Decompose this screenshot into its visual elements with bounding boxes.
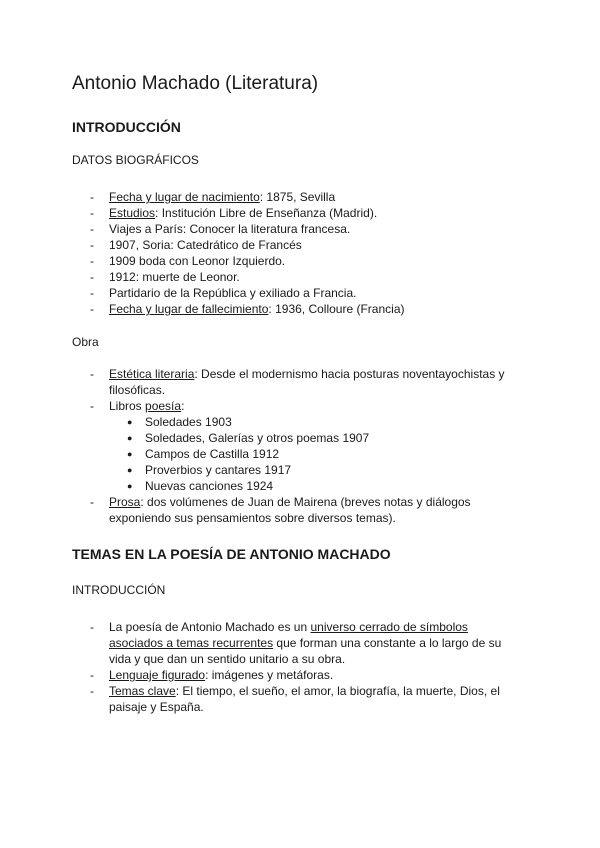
list-item [0,619,509,667]
item-text: 1907, Soria: Catedrático de Francés [109,238,302,252]
link-text: Estética literaria [109,367,195,381]
list-item [0,398,509,494]
item-text: : 1875, Sevilla [259,190,336,204]
item-text: La poesía de Antonio Machado es un [109,620,311,634]
list-item [0,683,509,715]
obra-label: Obra [72,335,99,349]
link-text: Prosa [109,495,141,509]
item-text: : El tiempo, el sueño, el amor, la biografía, la muerte, Dios, el paisaje y España. [109,684,500,714]
item-text: Viajes a París: Conocer la literatura francesa. [109,222,351,236]
item-text: Libros [109,399,146,413]
item-text: 1909 boda con Leonor Izquierdo. [109,254,286,268]
book-item: ● Proverbios y cantares 1917 [109,462,509,478]
link-text: Lenguaje figurado [109,668,206,682]
obra-list [0,366,509,526]
item-text: : [181,399,185,413]
link-text: Fecha y lugar de nacimiento [109,190,260,204]
item-text: : Institución Libre de Enseñanza (Madrid). [155,206,378,220]
link-text: Temas clave [109,684,176,698]
section-heading-introduccion: INTRODUCCIÓN [72,119,181,135]
link-text: Fecha y lugar de fallecimiento [109,302,269,316]
list-item [0,285,509,301]
book-item: ● Campos de Castilla 1912 [109,446,509,462]
bio-list [0,189,509,317]
temas-list [0,619,509,715]
book-item: ● Soledades 1903 [109,414,509,430]
item-text: : 1936, Colloure (Francia) [268,302,405,316]
list-item [0,205,509,221]
list-item [0,366,509,398]
subheading-datos-biograficos: DATOS BIOGRÁFICOS [72,153,199,167]
item-text: Partidario de la República y exiliado a Francia. [109,286,357,300]
document-title: Antonio Machado (Literatura) [72,73,319,94]
item-text: 1912: muerte de Leonor. [109,270,240,284]
list-item [0,189,509,205]
list-item [0,253,509,269]
list-item [0,667,509,683]
item-text: : dos volúmenes de Juan de Mairena (breves notas y diálogos exponiendo sus pensamientos sobre diversos temas). [109,495,471,525]
item-text: que forman una constante a lo largo de su vida y que dan un sentido unitario a su obra. [109,636,502,666]
list-item [0,494,509,526]
item-text: : Desde el modernismo hacia posturas noventayochistas y filosóficas. [109,367,505,397]
book-item: ● Soledades, Galerías y otros poemas 1907 [109,430,509,446]
link-text: universo cerrado de símbolos asociados a temas recurrentes [109,620,468,650]
books-list [109,414,509,494]
list-item [0,301,509,317]
subheading-introduccion: INTRODUCCIÓN [72,583,166,597]
section-heading-temas: TEMAS EN LA POESÍA DE ANTONIO MACHADO [72,546,391,562]
item-text: : imágenes y metáforas. [205,668,334,682]
list-item [0,221,509,237]
link-text: poesía [145,399,182,413]
book-item: ● Nuevas canciones 1924 [109,478,509,494]
list-item [0,237,509,253]
link-text: Estudios [109,206,156,220]
list-item [0,269,509,285]
